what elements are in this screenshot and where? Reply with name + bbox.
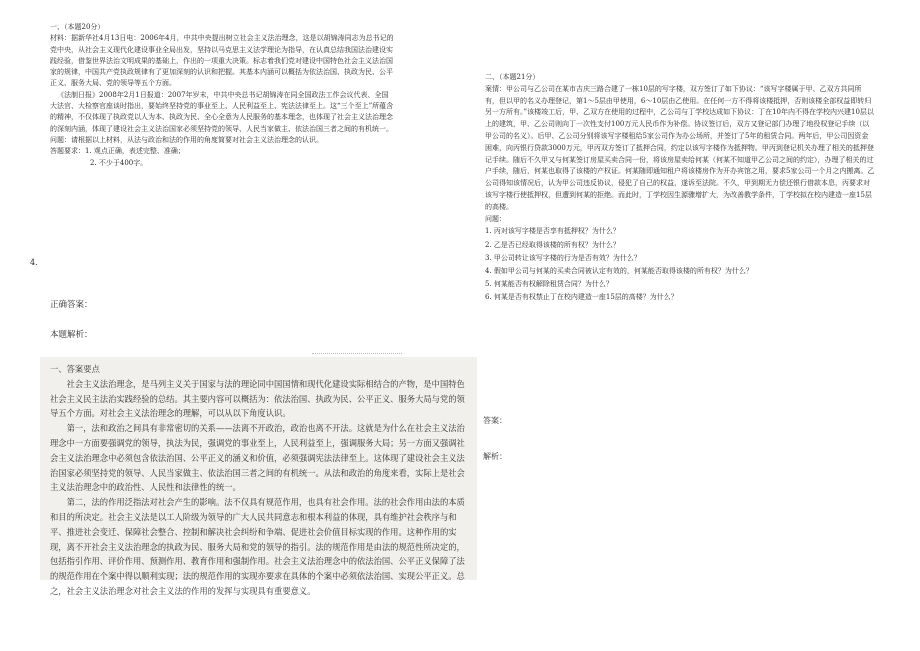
question-2-section [485, 72, 875, 305]
analysis-label: 本题解析： [50, 330, 93, 340]
question-1-heading: 一、（本题20分） [50, 23, 105, 31]
divider [312, 353, 402, 354]
question-1-requirement-1: 答题要求：1. 观点正确，表述完整、准确； [50, 147, 185, 156]
question-2-heading: 二、（本题21分） [485, 73, 540, 81]
question-2-prompt: 问题： [485, 214, 506, 223]
list-item: 6. 何某是否有权禁止丁在校内建造一座15层的高楼？为什么？ [485, 293, 678, 302]
list-item: 5. 何某能否有权解除租赁合同？为什么？ [485, 280, 613, 289]
answer-2-label: 答案： [483, 416, 507, 425]
answer-paragraph: 第二，法的作用泛指法对社会产生的影响。法不仅具有规范作用，也具有社会作用。法的社会作用由法的本质和目的所决定。社会主义法是以工人阶级为领导的广大人民共同意志和根本利益的体现，具有维护社会秩序与和平、推进社会变迁、保障社会整合、控制和解决社会纠纷和争端、促进社会价值目标实现的作用。这种作用的实现，离不开社会主义法治理念的执政为民、服务大局和党的领导的指引。法的规范作用是由法的规范性所决定的，包括指引作用、评价作用、预测作用、教育作用和强制作用。社会主义法治理念中的依法治国、公平正义保障了法的规范作用在个案中得以顺利实现；法的规范作用的实现亦要求在具体的个案中必须依法治国、实现公平正义。总之，社会主义法治理念对社会主义法的作用的发挥与实现具有重要意义。 [50, 497, 465, 596]
list-item: 2. 乙是否已经取得该楼的所有权？为什么？ [485, 240, 620, 249]
question-number: 4. [30, 258, 38, 267]
answer-label: 正确答案： [50, 300, 93, 310]
answer-paragraph: 社会主义法治理念，是马列主义关于国家与法的理论同中国国情和现代化建设实际相结合的产物，是中国特色社会主义民主法治实践经验的总结。其主要内容可以概括为：依法治国、执政为民、公平正义、服务大局与党的领导五个方面。对社会主义法治理念的理解，可以从以下角度认识。 [50, 378, 465, 419]
list-item: 3. 甲公司转让该写字楼的行为是否有效？为什么？ [485, 253, 641, 262]
question-1-requirement-2: 2. 不少于400字。 [90, 158, 148, 167]
question-2-list [485, 225, 875, 304]
question-1-prompt: 问题：请根据以上材料，从法与政治和法的作用的角度简要对社会主义法治理念的认识。 [50, 135, 323, 144]
question-2-case: 案情：甲公司与乙公司在某市吉庆三路合建了一栋10层的写字楼，双方签订了如下协议：“该写字楼属于甲、乙双方共同所有，但以甲的名义办理登记，第1～5层由甲使用，6～10层由乙使用。在任何一方不得将该楼抵押，否则该楼全部权益即转归另一方所有。”该楼竣工后，甲、乙双方在使用的过程中，乙公司与丁学校达成如下协议：丁在10年内不得在学校内兴建10层以上的建筑，甲、乙公司则向丁一次性支付100万元人民币作为补偿。协议签订后，双方又登记部门办理了地役权登记手续（以甲公司的名义）。后甲、乙公司分别将该写字楼租给5家公司作为办公场所，并签订了5年的租赁合同。两年后，甲公司因资金困难，向丙银行贷款3000万元，甲丙双方签订了抵押合同，约定以该写字楼作为抵押物。甲丙到登记机关办理了相关的抵押登记手续。随后不久甲又与何某签订房屋买卖合同一份，将该房屋卖给何某（何某不知道甲乙公司之间的约定），办理了相关的过户手续，随后，何某也取得了该楼的产权证。何某随即通知租户将该楼房作为开办宾馆之用，要求5家公司一个月之内搬离。乙公司得知该情况后，认为甲公司违反协议，侵犯了自己的权益，遂诉至法院。不久，甲到期无力偿还银行借款本息，丙要求对该写字楼行使抵押权，但遭到何某的拒绝。而此时，丁学校因生源骤增扩大，为改善教学条件，丁学校拟在校内建造一座15层的高楼。 [485, 84, 875, 211]
answer-points-heading: 一、答案要点 [50, 364, 100, 374]
list-item: 1. 丙对该写字楼是否享有抵押权？为什么？ [485, 227, 620, 236]
question-1-material: 材料：据新华社4月13日电：2006年4月，中共中央提出树立社会主义法治理念，这是以胡锦涛同志为总书记的党中央，从社会主义现代化建设事业全局出发，坚持以马克思主义法学理论为指导，在认真总结我国法治建设实践经验，借鉴世界法治文明成果的基础上，作出的一项重大决策。标志着我们党对建设中国特色社会主义法治国家的规律，中国共产党执政规律有了更加深刻的认识和把握。其基本内涵可以概括为依法治国、执政为民、公平正义、服务大局、党的领导等五个方面。 [50, 34, 394, 88]
question-1-report: 《法制日报》2008年2月1日报道：2007年岁末，中共中央总书记胡锦涛在同全国政法工作会议代表、全国大法官、大检察官座谈时指出，要始终坚持党的事业至上、人民利益至上、宪法法律至上。这“三个至上”所蕴含的精神，不仅体现了执政党以人为本、执政为民、全心全意为人民服务的基本理念，也体现了社会主义法治理念的深刻内涵，体现了建设社会主义法治国家必须坚持党的领导、人民当家做主、依法治国三者之间的有机统一。 [50, 90, 394, 133]
answer-paragraph: 第一，法和政治之间具有非常密切的关系——法离不开政治，政治也离不开法。这就是为什么在社会主义法治理念中一方面要强调党的领导，执法为民，强调党的事业至上，人民利益至上，强调服务大局；另一方面又强调社会主义法治理念中必须包含依法治国、公平正义的涵义和价值，必须强调宪法法律至上。这体现了建设社会主义法治国家必须坚持党的领导、人民当家做主、依法治国三者之间的有机统一。从法和政治的角度来看，实际上是社会主义法治理念中的政治性、人民性和法律性的统一。 [50, 423, 465, 493]
list-item: 4. 假如甲公司与何某的买卖合同被认定有效的，何某能否取得该楼的所有权？为什么？ [485, 266, 753, 275]
analysis-2-label: 解析： [483, 452, 507, 461]
question-1-section [50, 22, 395, 169]
scanned-answer-section [40, 357, 477, 596]
